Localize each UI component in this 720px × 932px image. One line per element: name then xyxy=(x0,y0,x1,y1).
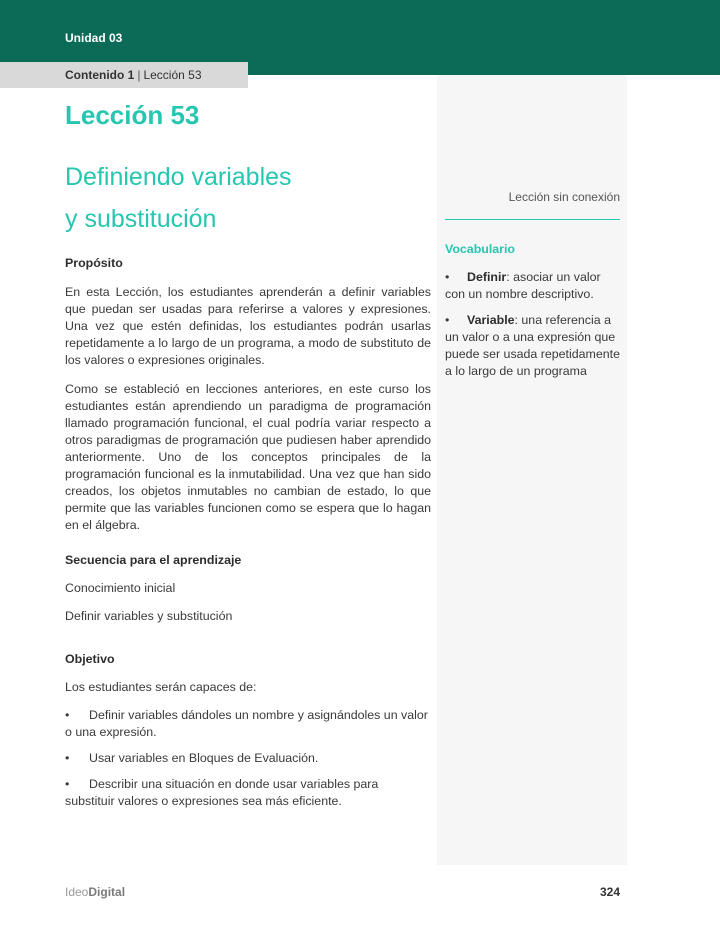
lesson-subtitle xyxy=(65,156,425,240)
objetivo-heading: Objetivo xyxy=(65,652,115,666)
content-label: Contenido 1 xyxy=(65,68,135,82)
subtitle-line-2: y substitución xyxy=(65,205,217,233)
lesson-title: Lección 53 xyxy=(65,100,200,130)
vocab-definition: : asociar un valor con un nombre descriptivo. xyxy=(445,270,601,301)
sidebar-divider xyxy=(445,219,620,220)
vocab-item-definir: • Definir: asociar un valor con un nombre descriptivo. xyxy=(445,270,601,301)
secuencia-item-2: Definir variables y substitución xyxy=(65,609,233,623)
objetivo-bullet-1: • Definir variables dándoles un nombre y asignándoles un valor o una expresión. xyxy=(65,708,428,739)
objetivo-bullet-text: Usar variables en Bloques de Evaluación. xyxy=(89,751,319,765)
subtitle-line-1: Definiendo variables xyxy=(65,163,292,191)
vocab-term: Variable xyxy=(467,313,515,327)
vocab-definition: : una referencia a un valor o a una expresión que puede ser usada repetidamente a lo largo de un programa xyxy=(445,313,620,378)
breadcrumb xyxy=(0,62,248,88)
brand-logo xyxy=(65,885,125,899)
objetivo-bullet-3: • Describir una situación en donde usar variables para substituir valores o expresiones sea más eficiente. xyxy=(65,777,379,808)
page-number: 324 xyxy=(599,885,620,899)
offline-label: Lección sin conexión xyxy=(508,190,620,204)
proposito-paragraph-2: Como se estableció en lecciones anteriores, en este curso los estudiantes están aprendiendo un paradigma de programación llamado programación funcional, el cual podría variar respecto a otros paradigmas de programación que pudiesen haber aprendido anteriormente. Uno de los conceptos principales de la programación funcional es la inmutabilidad. Una vez que han sido creados, los objetos inmutables no cambian de estado, lo que permite que las variables funcionen como se espera que lo hagan en el álgebra. xyxy=(65,382,431,532)
secuencia-item-1: Conocimiento inicial xyxy=(65,581,176,595)
proposito-paragraph-1: En esta Lección, los estudiantes aprenderán a definir variables que puedan ser usadas para referirse a valores y expresiones. Una vez que estén definidas, los estudiantes podrán usarlas repetidamente a lo largo de un programa, a modo de substituto de los valores o expresiones originales. xyxy=(65,285,431,367)
vocab-term: Definir xyxy=(467,270,507,284)
objetivo-bullet-text: Describir una situación en donde usar variables para substituir valores o expresiones sea más eficiente. xyxy=(65,777,379,808)
main-content xyxy=(65,255,431,810)
vocab-item-variable: • Variable: una referencia a un valor o a una expresión que puede ser usada repetidamente a lo largo de un programa xyxy=(445,313,620,378)
breadcrumb-separator: | xyxy=(137,68,141,82)
vocabulario-heading: Vocabulario xyxy=(445,242,515,256)
secuencia-heading: Secuencia para el aprendizaje xyxy=(65,553,242,567)
proposito-heading: Propósito xyxy=(65,256,123,270)
unit-label: Unidad 03 xyxy=(65,31,123,45)
objetivo-bullet-text: Definir variables dándoles un nombre y asignándoles un valor o una expresión. xyxy=(65,708,428,739)
brand-bold: Digital xyxy=(88,885,126,899)
objetivo-bullet-2: • Usar variables en Bloques de Evaluación. xyxy=(65,751,319,765)
objetivo-intro: Los estudiantes serán capaces de: xyxy=(65,680,257,694)
lesson-ref: Lección 53 xyxy=(143,68,202,82)
vocabulary-list xyxy=(445,269,620,380)
brand-light: Ideo xyxy=(65,885,89,899)
